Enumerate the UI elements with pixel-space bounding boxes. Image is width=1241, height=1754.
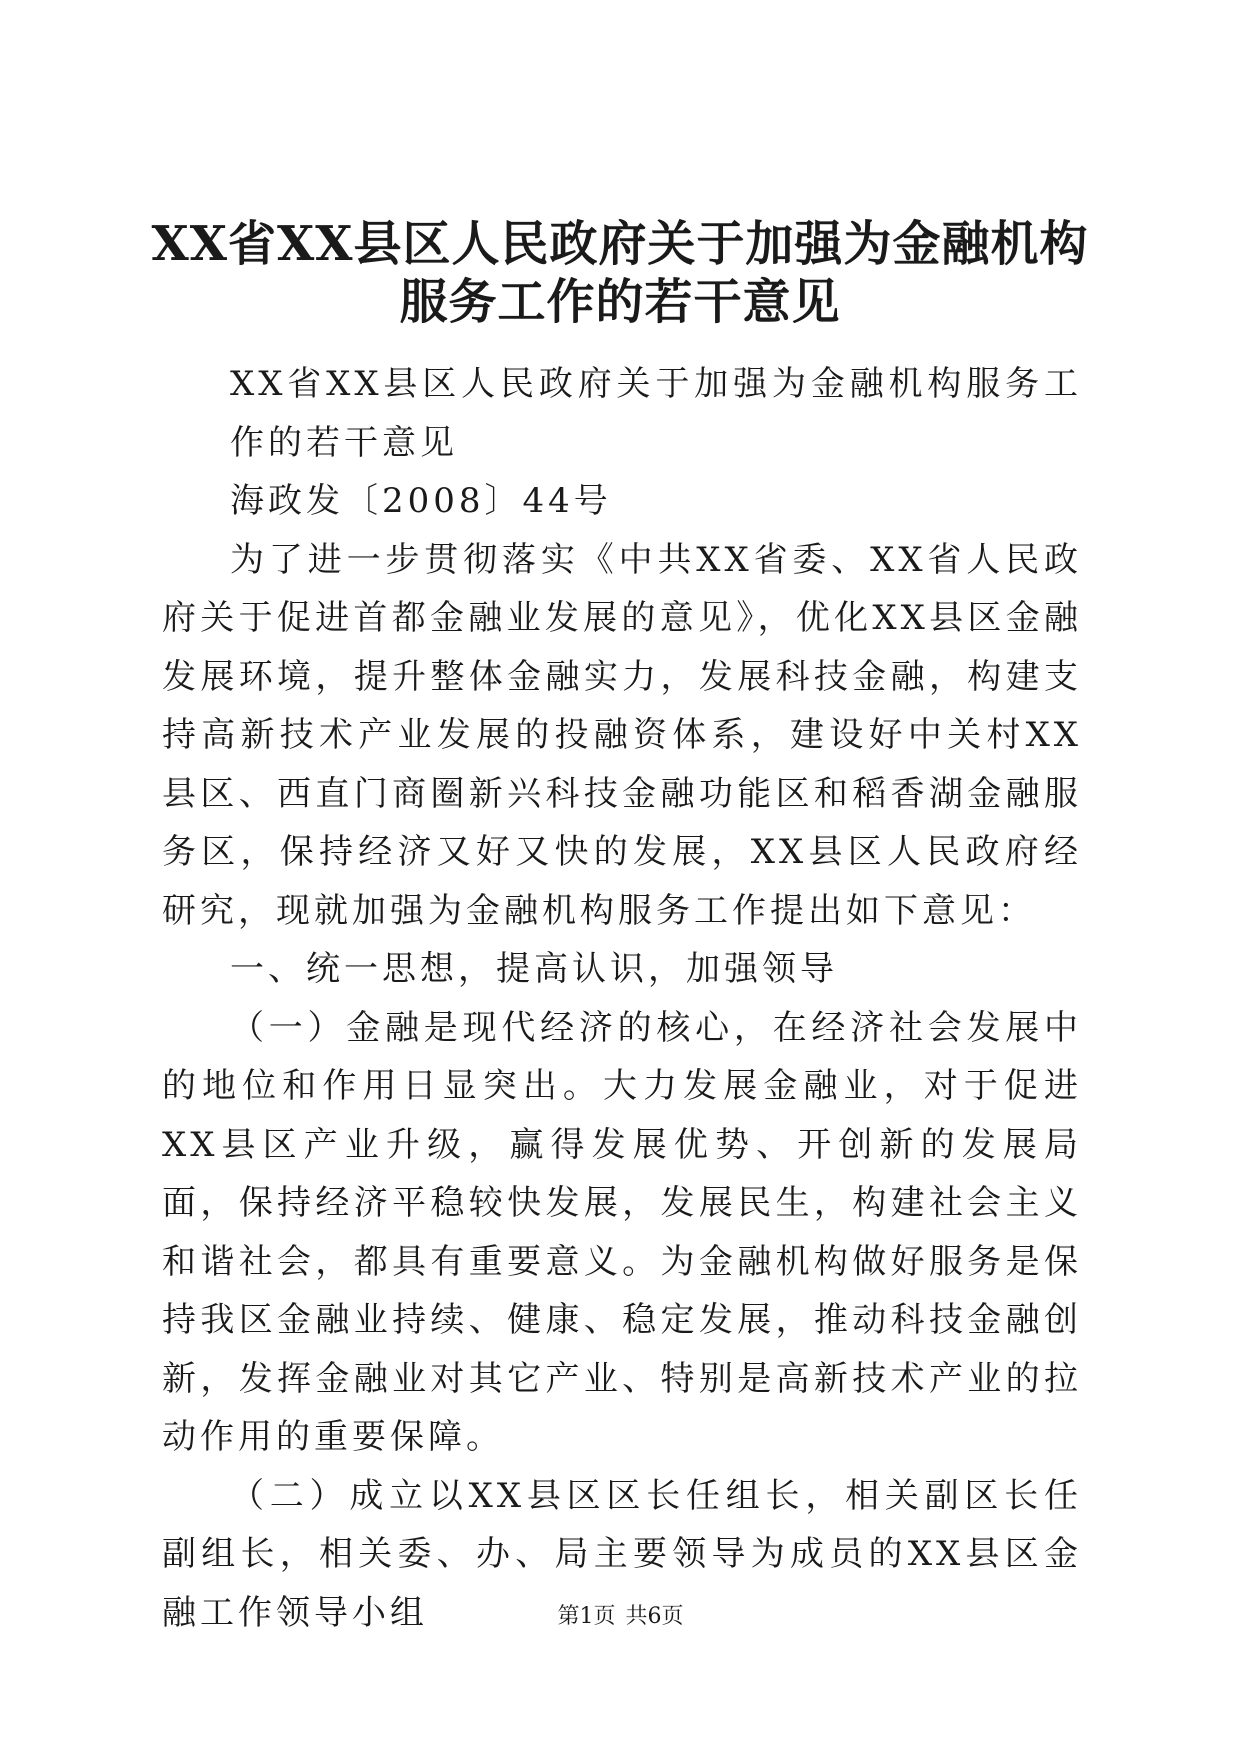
section-heading-1: 一、统一思想，提高认识，加强领导: [230, 949, 838, 989]
document-number: 海政发〔2008〕44号: [230, 481, 612, 521]
document-title: XX省XX县区人民政府关于加强为金融机构服务工作的若干意见: [151, 216, 1089, 330]
page-footer: [0, 1603, 1241, 1631]
document-subtitle: XX省XX县区人民政府关于加强为金融机构服务工作的若干意见: [230, 364, 1082, 463]
page-number: 第1页: [557, 1604, 616, 1629]
paragraph-item-1: （一）金融是现代经济的核心，在经济社会发展中的地位和作用日显突出。大力发展金融业，对于促进XX县区产业升级，赢得发展优势、开创新的发展局面，保持经济平稳较快发展，发展民生，构建社会主义和谐社会，都具有重要意义。为金融机构做好服务是保持我区金融业持续、健康、稳定发展，推动科技金融创新，发挥金融业对其它产业、特别是高新技术产业的拉动作用的重要保障。: [162, 1007, 1082, 1457]
paragraph-intro: 为了进一步贯彻落实《中共XX省委、XX省人民政府关于促进首都金融业发展的意见》，优化XX县区金融发展环境，提升整体金融实力，发展科技金融，构建支持高新技术产业发展的投融资体系，建设好中关村XX县区、西直门商圈新兴科技金融功能区和稻香湖金融服务区，保持经济又好又快的发展，XX县区人民政府经研究，现就加强为金融机构服务工作提出如下意见：: [162, 539, 1082, 931]
paragraph-item-2: （二）成立以XX县区区长任组长，相关副区长任副组长，相关委、办、局主要领导为成员的XX县区金融工作领导小组: [162, 1475, 1082, 1633]
document-body: [162, 355, 1082, 1642]
page-total: 共6页: [625, 1604, 684, 1629]
